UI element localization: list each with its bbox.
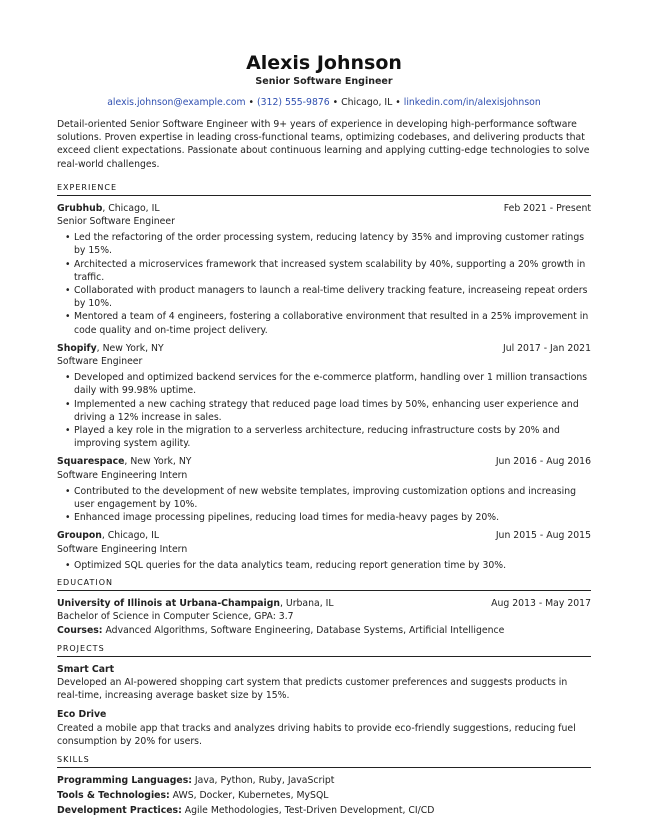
job-header (57, 529, 591, 542)
skill-label: Programming Languages: (57, 774, 192, 786)
job-header (57, 455, 591, 468)
bullet-icon: • (65, 372, 71, 384)
project-entry (57, 663, 591, 703)
job-company: Shopify (57, 342, 97, 354)
job-entry (57, 455, 591, 524)
list-item: • Mentored a team of 4 engineers, fostering a collaborative environment that resulted in a 25% improvement in code quality and on-time project delivery. (65, 311, 589, 336)
experience-heading: EXPERIENCE (57, 182, 591, 196)
project-description: Created a mobile app that tracks and analyzes driving habits to provide eco-friendly suggestions, reducing fuel consumption by 20% for users. (57, 722, 576, 747)
job-bullets (57, 231, 591, 337)
candidate-name: Alexis Johnson (246, 52, 402, 74)
job-role: Senior Software Engineer (57, 216, 175, 228)
list-item: • Collaborated with product managers to launch a real-time delivery tracking feature, increaseing repeat orders by 10%. (65, 285, 588, 310)
job-entry (57, 202, 591, 337)
skill-line (57, 774, 591, 787)
candidate-title: Senior Software Engineer (255, 76, 393, 87)
skill-label: Development Practices: (57, 805, 182, 817)
bullet-icon: • (65, 512, 71, 524)
job-bullets (57, 559, 591, 572)
skill-label: Tools & Technologies: (57, 790, 170, 802)
job-company-line (57, 342, 164, 355)
bullet-icon: • (65, 258, 71, 270)
list-item: • Led the refactoring of the order processing system, reducing latency by 35% and improving customer ratings by 15%. (65, 232, 585, 257)
job-dates: Jun 2016 - Aug 2016 (495, 456, 591, 468)
project-name: Smart Cart (57, 663, 115, 675)
degree-text: Bachelor of Science in Computer Science, GPA: 3.7 (57, 611, 294, 623)
job-company-line (57, 455, 191, 468)
bullet-icon: • (65, 232, 71, 244)
skill-line (57, 804, 591, 817)
bullet-icon: • (65, 311, 71, 323)
education-header (57, 597, 591, 610)
job-bullets (57, 371, 591, 450)
project-name: Eco Drive (57, 709, 107, 721)
bullet-icon: • (65, 485, 71, 497)
job-location: , Chicago, IL (102, 202, 160, 214)
courses-text: Advanced Algorithms, Software Engineering, Database Systems, Artificial Intelligence (102, 624, 505, 636)
list-item: • Optimized SQL queries for the data analytics team, reducing report generation time by 30%. (65, 559, 507, 571)
job-role: Software Engineering Intern (57, 469, 188, 481)
job-entry (57, 342, 591, 451)
job-header (57, 202, 591, 215)
job-entry (57, 529, 591, 572)
summary-paragraph: Detail-oriented Senior Software Engineer with 9+ years of experience in developing high-performance software solutions. Proven expertise in leading cross-functional teams, optimizing codebases, and delivering products that exceed client expectations. Passionate about continuous learning and applying cutting-edge technologies to solve real-world challenges. (57, 119, 590, 170)
list-item: • Contributed to the development of new website templates, improving customization options and increasing user engagement by 10%. (65, 485, 577, 511)
job-role: Software Engineering Intern (57, 543, 188, 555)
job-role: Software Engineer (57, 356, 143, 368)
contact-line (57, 96, 591, 109)
job-header (57, 342, 591, 355)
education-section (57, 597, 591, 637)
location-text: Chicago, IL (341, 97, 393, 108)
projects-section (57, 663, 591, 748)
job-location: , Chicago, IL (101, 530, 159, 542)
list-item: • Implemented a new caching strategy that reduced page load times by 50%, enhancing user experience and driving a 12% increase in sales. (65, 398, 579, 423)
skills-section (57, 774, 591, 818)
job-company: Groupon (57, 530, 102, 542)
list-item: • Developed and optimized backend services for the e-commerce platform, handling over 1 million transactions daily with 99.98% uptime. (65, 372, 588, 397)
job-dates: Feb 2021 - Present (503, 202, 591, 214)
job-dates: Jun 2015 - Aug 2015 (495, 530, 591, 542)
job-bullets (57, 485, 591, 525)
project-description: Developed an AI-powered shopping cart system that predicts customer preferences and suggests products in real-time, increasing average basket size by 15%. (57, 676, 568, 702)
job-company-line (57, 529, 159, 542)
bullet-icon: • (65, 559, 71, 571)
job-dates: Jul 2017 - Jan 2021 (502, 342, 591, 354)
list-item: • Architected a microservices framework that increased system scalability by 40%, supporting a 20% growth in traffic. (65, 258, 586, 283)
job-company: Squarespace (57, 456, 125, 468)
job-company: Grubhub (57, 202, 103, 214)
skills-heading: SKILLS (57, 754, 591, 768)
bullet-icon: • (65, 425, 71, 437)
courses-label: Courses: (57, 624, 103, 636)
project-entry (57, 708, 591, 748)
school-line (57, 597, 334, 610)
separator: • (395, 97, 401, 108)
bullet-icon: • (65, 398, 71, 410)
job-location: , New York, NY (96, 342, 164, 354)
skill-value: Agile Methodologies, Test-Driven Development, CI/CD (181, 805, 435, 817)
separator: • (248, 97, 255, 108)
list-item: • Played a key role in the migration to a serverless architecture, reducing infrastructure costs by 20% and improving system agility. (65, 425, 560, 450)
education-dates: Aug 2013 - May 2017 (491, 598, 591, 610)
education-heading: EDUCATION (57, 577, 591, 591)
school-location: , Urbana, IL (279, 598, 334, 610)
job-company-line (57, 202, 160, 215)
skill-line (57, 789, 591, 802)
separator: • (332, 97, 339, 108)
phone-link[interactable]: (312) 555-9876 (256, 97, 330, 108)
job-location: , New York, NY (124, 456, 192, 468)
school-name: University of Illinois at Urbana-Champaign (57, 598, 280, 610)
linkedin-link[interactable]: linkedin.com/in/alexisjohnson (403, 97, 541, 108)
skill-value: Java, Python, Ruby, JavaScript (191, 774, 335, 786)
list-item: • Enhanced image processing pipelines, reducing load times for media-heavy pages by 20%. (65, 512, 500, 524)
projects-heading: PROJECTS (57, 643, 591, 657)
experience-section (57, 202, 591, 572)
bullet-icon: • (65, 285, 71, 297)
courses-line (57, 624, 591, 637)
email-link[interactable]: alexis.johnson@example.com (107, 97, 246, 108)
skill-value: AWS, Docker, Kubernetes, MySQL (169, 790, 329, 802)
